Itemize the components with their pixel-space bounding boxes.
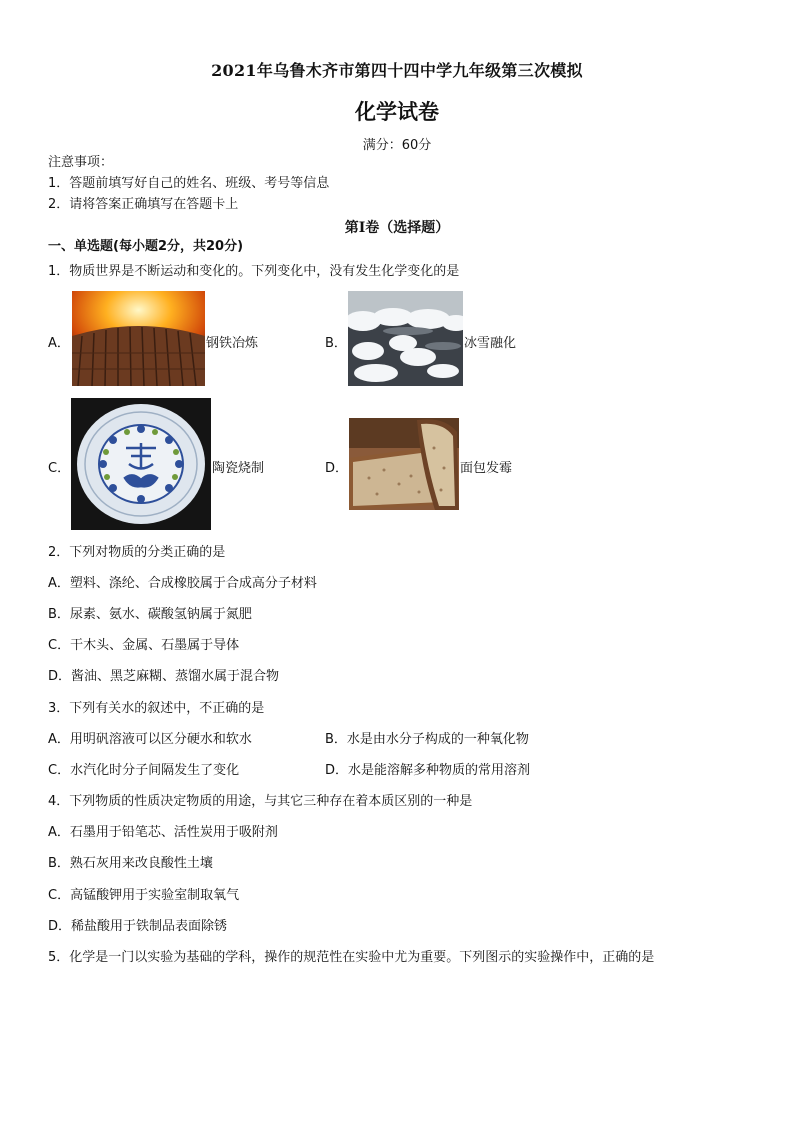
question-2-stem: 2．下列对物质的分类正确的是 bbox=[48, 545, 226, 560]
q4-option-a: A．石墨用于铅笔芯、活性炭用于吸附剂 bbox=[48, 825, 278, 840]
q1-option-d-text: 面包发霉 bbox=[460, 461, 513, 476]
moldy-bread-image bbox=[349, 418, 459, 510]
q1-option-d-letter: D． bbox=[325, 461, 349, 476]
q2-option-c: C．干木头、金属、石墨属于导体 bbox=[48, 638, 240, 653]
q1-option-b-text: 冰雪融化 bbox=[464, 336, 517, 351]
note-item-2: 2．请将答案正确填写在答题卡上 bbox=[48, 197, 239, 212]
question-4-stem: 4．下列物质的性质决定物质的用途，与其它三种存在着本质区别的一种是 bbox=[48, 794, 473, 809]
note-item-1: 1．答题前填写好自己的姓名、班级、考号等信息 bbox=[48, 176, 330, 191]
question-1-stem: 1．物质世界是不断运动和变化的。下列变化中，没有发生化学变化的是 bbox=[48, 264, 460, 279]
section-heading: 一、单选题(每小题2分，共20分) bbox=[48, 239, 244, 254]
full-score: 满分：60分 bbox=[362, 138, 432, 153]
q1-option-a-letter: A． bbox=[48, 336, 70, 351]
q2-option-b: B．尿素、氨水、碳酸氢钠属于氮肥 bbox=[48, 607, 252, 622]
exam-subtitle: 化学试卷 bbox=[355, 99, 439, 124]
q3-option-b: B．水是由水分子构成的一种氧化物 bbox=[325, 732, 529, 747]
notes-heading: 注意事项： bbox=[48, 155, 114, 170]
porcelain-plate-image bbox=[71, 398, 211, 530]
q3-option-a: A．用明矾溶液可以区分硬水和软水 bbox=[48, 732, 252, 747]
steel-smelting-image bbox=[72, 291, 205, 386]
q2-option-a: A．塑料、涤纶、合成橡胶属于合成高分子材料 bbox=[48, 576, 317, 591]
question-3-stem: 3．下列有关水的叙述中，不正确的是 bbox=[48, 701, 265, 716]
q3-option-c: C．水汽化时分子间隔发生了变化 bbox=[48, 763, 240, 778]
question-5-stem: 5．化学是一门以实验为基础的学科，操作的规范性在实验中尤为重要。下列图示的实验操作中，正确的是 bbox=[48, 950, 655, 965]
q4-option-c: C．高锰酸钾用于实验室制取氧气 bbox=[48, 888, 240, 903]
q4-option-d: D．稀盐酸用于铁制品表面除锈 bbox=[48, 919, 228, 934]
q1-option-c-letter: C． bbox=[48, 461, 71, 476]
q1-option-a-text: 钢铁冶炼 bbox=[206, 336, 259, 351]
ice-snow-melting-image bbox=[348, 291, 463, 386]
q2-option-d: D．酱油、黑芝麻糊、蒸馏水属于混合物 bbox=[48, 669, 280, 684]
q1-option-b-letter: B． bbox=[325, 336, 347, 351]
q3-option-d: D．水是能溶解多种物质的常用溶剂 bbox=[325, 763, 531, 778]
q1-option-c-text: 陶瓷烧制 bbox=[212, 461, 265, 476]
exam-title: 2021年乌鲁木齐市第四十四中学九年级第三次模拟 bbox=[211, 61, 583, 80]
part-one-heading: 第I卷（选择题） bbox=[344, 220, 450, 236]
q4-option-b: B．熟石灰用来改良酸性土壤 bbox=[48, 856, 213, 871]
